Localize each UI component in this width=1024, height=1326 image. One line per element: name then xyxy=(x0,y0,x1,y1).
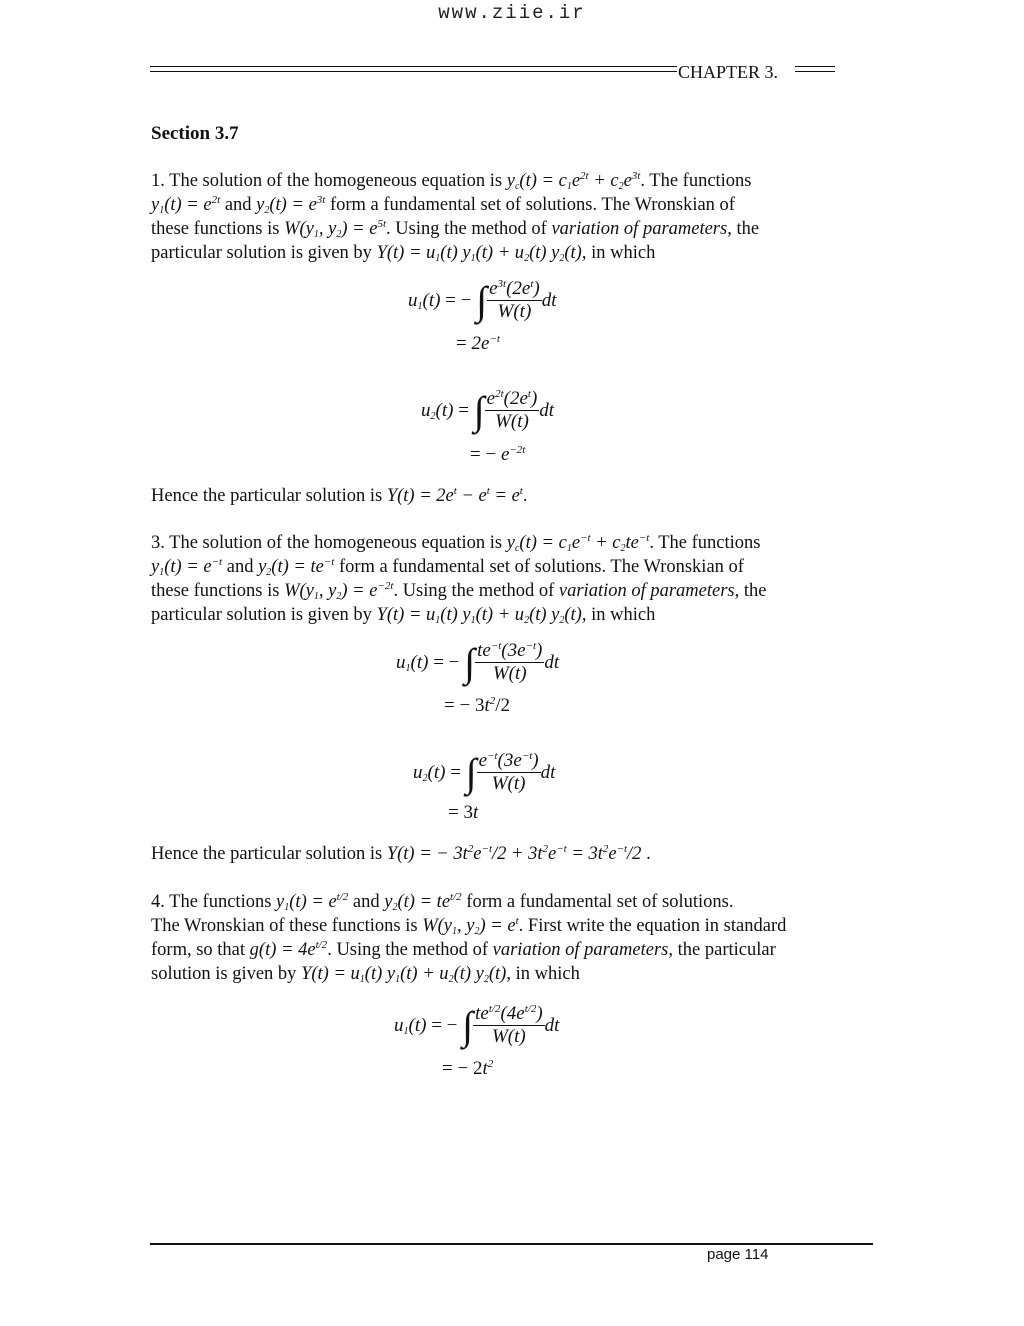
equation-u1-p1: $u_1(t)$ = − ∫ $\frac{e^{3t}(2e^t)}{W(t)}$ dt xyxy=(408,277,557,323)
footer-rule xyxy=(150,1243,873,1245)
equation-u2-p3: $u_2(t)$ = ∫ $\frac{e^{-t}(3e^{-t})}{W(t)}$ dt xyxy=(413,749,556,795)
problem-number: 1. xyxy=(151,171,165,191)
site-watermark: www.ziie.ir xyxy=(438,2,586,24)
equation-u1-p1-result: = $2e^{-t}$ xyxy=(456,333,500,354)
header-rule-tail xyxy=(795,66,835,72)
equation-u2-p1: $u_2(t)$ = ∫ $\frac{e^{2t}(2e^t)}{W(t)}$ dt xyxy=(421,387,555,433)
equation-u2-p3-result: = 3t xyxy=(448,802,479,823)
problem-3-conclusion: Hence the particular solution is Y(t) = − $3t^2e^{-t}/2 + 3t^2e^{-t} = 3t^2e^{-t}/2$ . xyxy=(151,843,651,864)
equation-u1-p4: $u_1(t)$ = − ∫ $\frac{te^{t/2}(4e^{t/2})}{W(t)}$ dt xyxy=(394,1002,560,1048)
equation-u2-p1-result: = − $e^{-2t}$ xyxy=(470,444,526,465)
problem-1-text: 1. The solution of the homogeneous equation is $y_c(t) = c_1e^{2t} + c_2e^{3t}$. The functions $y_1(t) = e^{2t}$ and $y_2(t) = e^{3t}$ form a fundamental set of solutions. The Wronskian of these functions is $W(y_1$, $y_2) = e^{5t}$. Using the method of variation of parameters, the particular solution is given by $Y(t) = u_1(t) y_1(t) + u_2(t)$ $y_2(t)$, in which xyxy=(151,170,760,264)
page-number: page 114 xyxy=(707,1246,769,1263)
problem-number: 4. xyxy=(151,892,165,912)
chapter-label: CHAPTER 3. xyxy=(678,62,779,82)
equation-u1-p4-result: = − $2t^2$ xyxy=(442,1058,494,1079)
header-rule xyxy=(150,66,677,72)
problem-4-text: 4. The functions $y_1(t) = e^{t/2}$ and $y_2(t) = te^{t/2}$ form a fundamental set of solutions. The Wronskian of these functions is $W(y_1$, $y_2) = e^t$. First write the equation in standard form, so that $g(t) = 4e^{t/2}$. Using the method of variation of parameters, the particular solution is given by $Y(t) = u_1(t) y_1(t) + u_2(t)$ $y_2(t)$, in which xyxy=(151,891,787,985)
section-title: Section 3.7 xyxy=(151,123,239,144)
problem-1-conclusion: Hence the particular solution is $Y(t) = 2e^t - e^t = e^t$. xyxy=(151,485,528,506)
problem-number: 3. xyxy=(151,533,165,553)
equation-u1-p3-result: = − $3t^2/2$ xyxy=(444,695,510,716)
equation-u1-p3: $u_1(t)$ = − ∫ $\frac{te^{-t}(3e^{-t})}{W(t)}$ dt xyxy=(396,639,560,685)
problem-3-text: 3. The solution of the homogeneous equation is $y_c(t) = c_1e^{-t} + c_2te^{-t}$. The functions $y_1(t) = e^{-t}$ and $y_2(t) = te^{-t}$ form a fundamental set of solutions. The Wronskian of these functions is $W(y_1$, $y_2) = e^{-2t}$. Using the method of variation of parameters, the particular solution is given by $Y(t) = u_1(t) y_1(t) + u_2(t)$ $y_2(t)$, in which xyxy=(151,532,767,626)
